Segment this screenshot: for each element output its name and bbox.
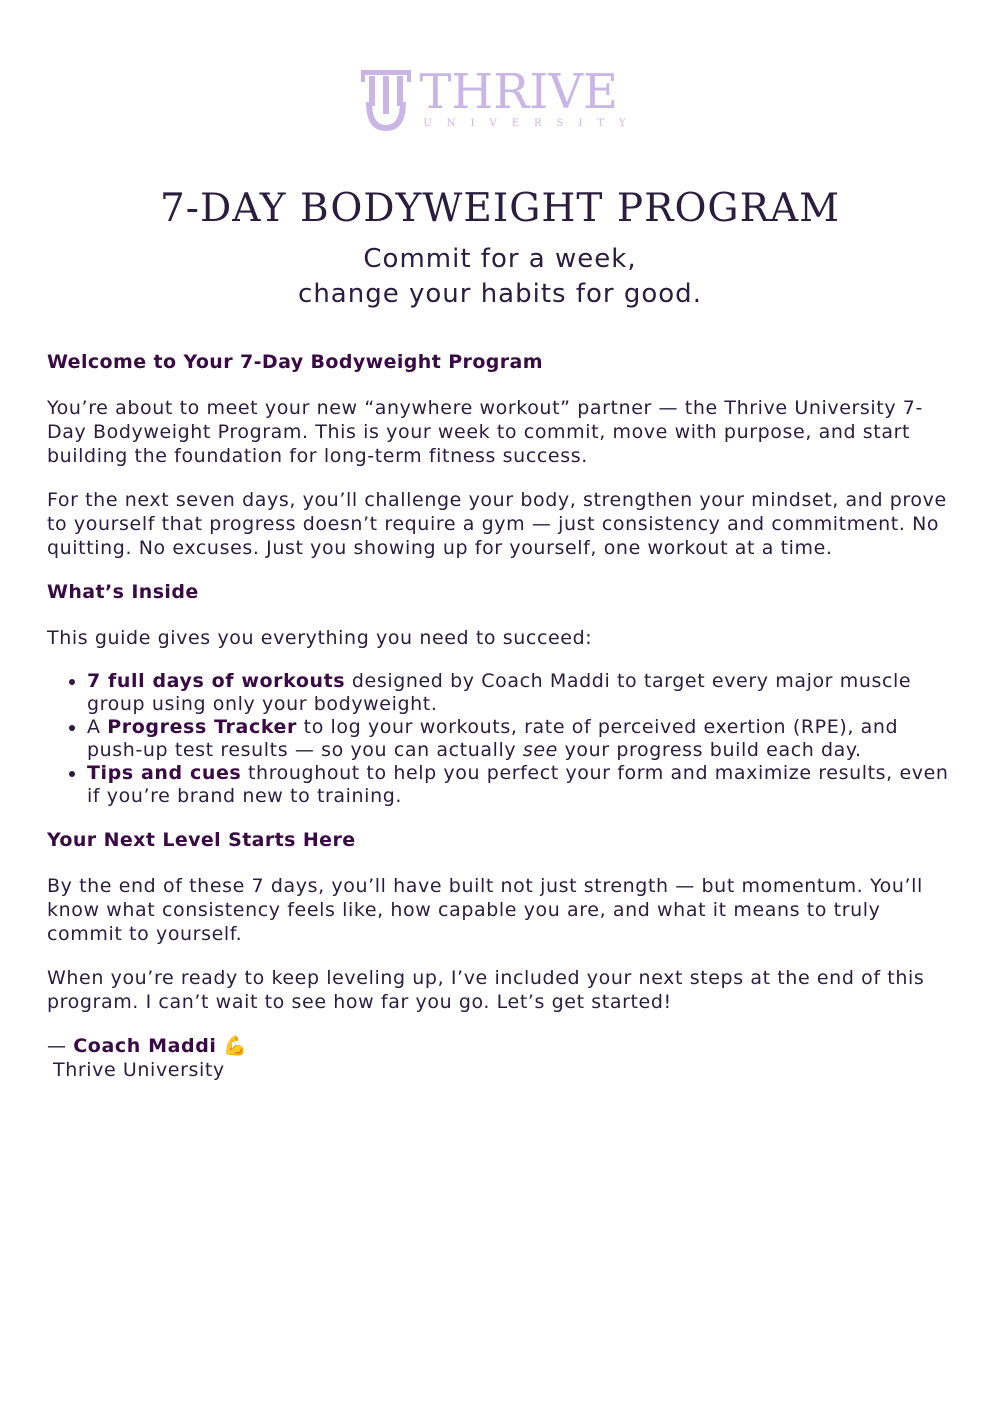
welcome-heading: Welcome to Your 7-Day Bodyweight Program [47, 351, 543, 373]
page-title: 7-DAY BODYWEIGHT PROGRAM [159, 186, 841, 231]
list-item [87, 762, 959, 808]
page-subtitle [0, 242, 1000, 312]
list-item-text: your progress build each day. [557, 739, 862, 761]
logo-subtitle: UNIVERSITY [423, 118, 641, 129]
list-item [87, 670, 959, 716]
flexed-biceps-icon: 💪 [223, 1035, 248, 1057]
next-level-paragraph-2: When you’re ready to keep leveling up, I’ve included your next steps at the end of this program. I can’t wait to see how far you go. Let’s get started! [47, 967, 925, 1013]
inside-list [47, 670, 959, 808]
document-body [47, 350, 959, 1082]
signature [47, 1034, 959, 1058]
inside-heading: What’s Inside [47, 581, 199, 603]
inside-intro: This guide gives you everything you need to succeed: [47, 627, 593, 649]
signature-organization: Thrive University [53, 1059, 225, 1081]
list-item-bold: Tips and cues [87, 762, 242, 784]
list-item-bold: 7 full days of workouts [87, 670, 346, 692]
list-item-text: to log your workouts, rate of perceived exertion (RPE), and push-up test results — so you can actually [87, 716, 899, 761]
thrive-logo-icon [359, 66, 413, 132]
signature-name: Coach Maddi [73, 1035, 217, 1057]
subtitle-line-2: change your habits for good. [298, 279, 702, 309]
welcome-paragraph-1: You’re about to meet your new “anywhere workout” partner — the Thrive University 7-Day Bodyweight Program. This is your week to commit, move with purpose, and start building the foundation for long-term fitness success. [47, 397, 923, 467]
next-level-paragraph-1: By the end of these 7 days, you’ll have built not just strength — but momentum. You’ll know what consistency feels like, how capable you are, and what it means to truly commit to yourself. [47, 875, 923, 945]
list-item-text: designed by Coach Maddi to target every major muscle group using only your bodyweight. [87, 670, 912, 715]
list-item-emphasis: see [522, 739, 558, 761]
welcome-paragraph-2: For the next seven days, you’ll challenge your body, strengthen your mindset, and prove to yourself that progress doesn’t require a gym — just consistency and commitment. No quitting. No excuses. Just you showing up for yourself, one workout at a time. [47, 489, 947, 559]
brand-logo [0, 66, 1000, 132]
list-item-text: throughout to help you perfect your form and maximize results, even if you’re brand new to training. [87, 762, 949, 807]
signature-dash: — [47, 1035, 74, 1057]
list-item-text: A [87, 716, 108, 738]
logo-wordmark: THRIVE [419, 64, 619, 120]
list-item [87, 716, 959, 762]
next-level-heading: Your Next Level Starts Here [47, 829, 356, 851]
list-item-bold: Progress Tracker [107, 716, 297, 738]
subtitle-line-1: Commit for a week, [363, 244, 637, 274]
